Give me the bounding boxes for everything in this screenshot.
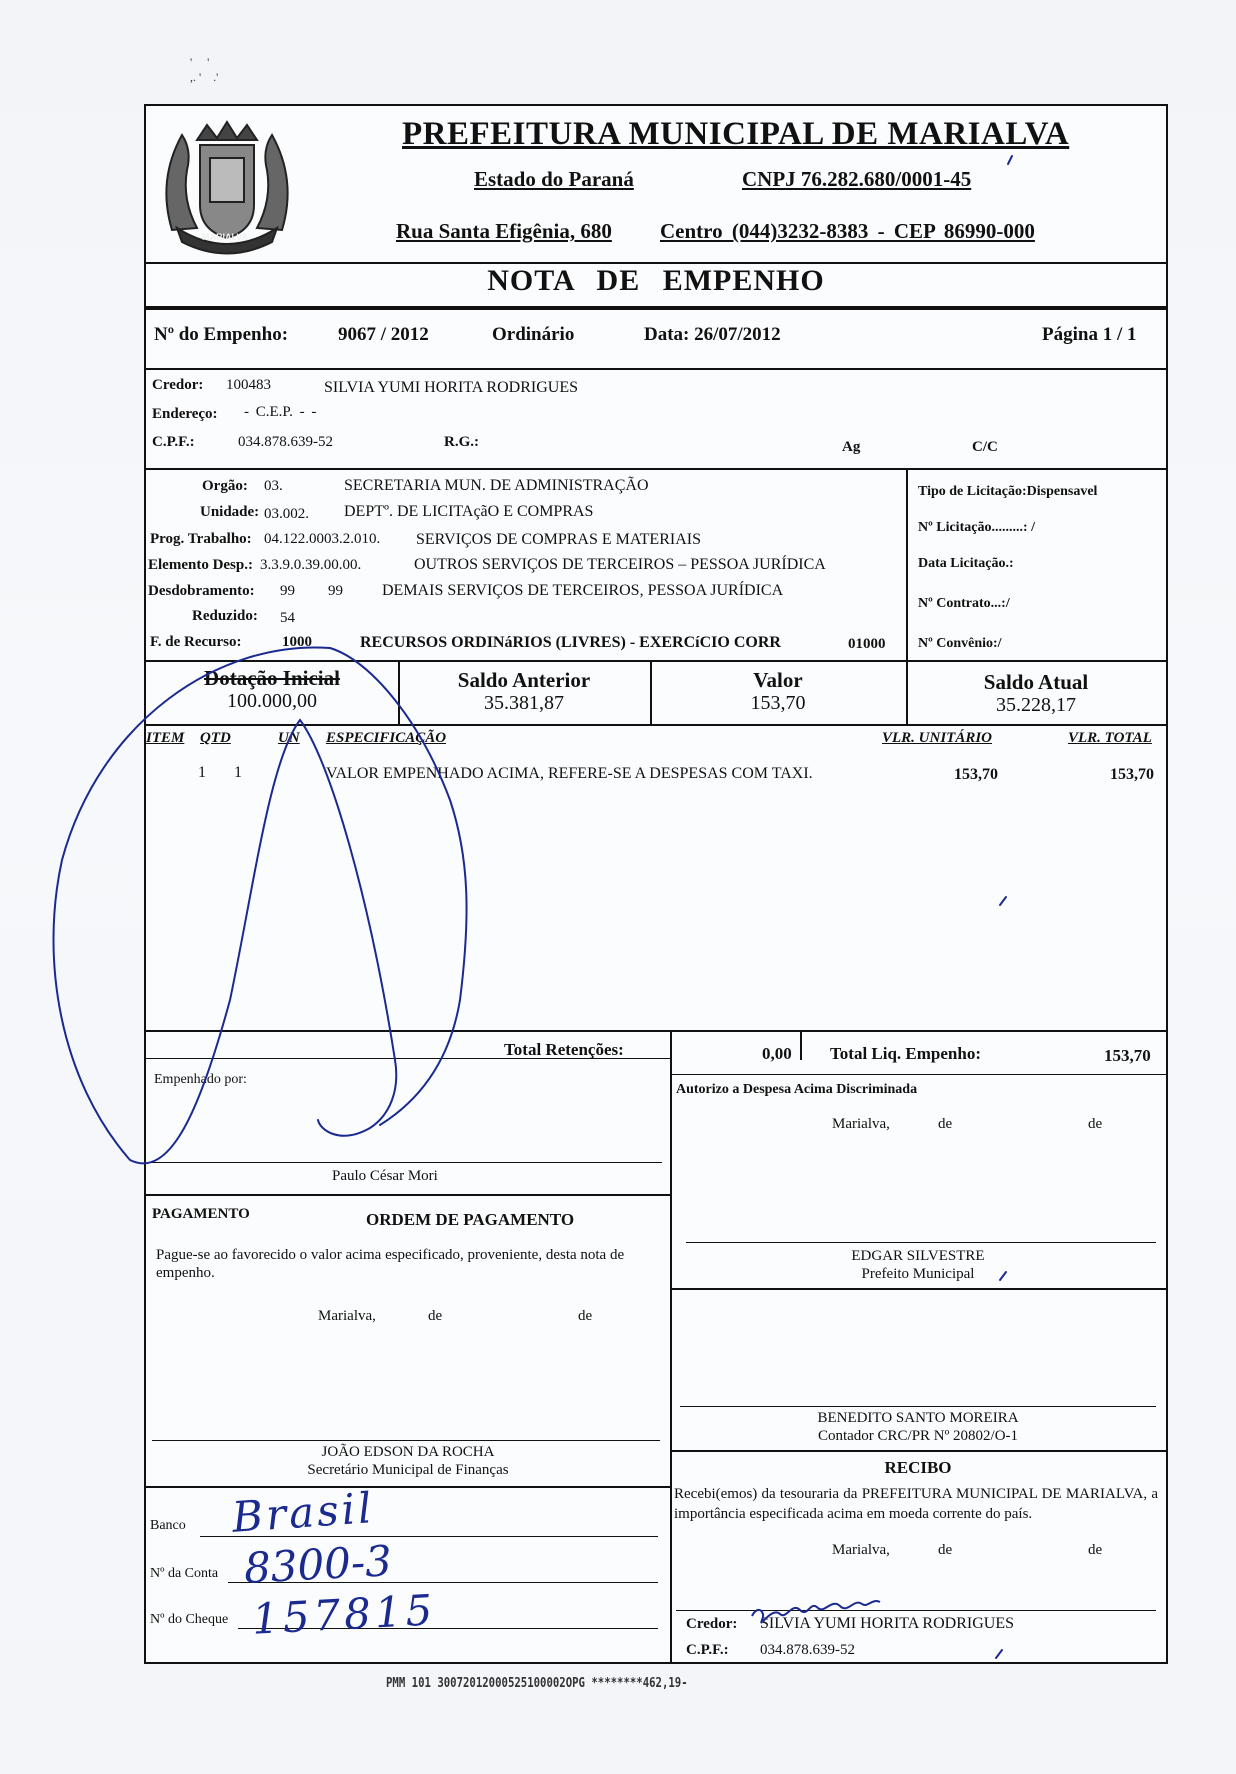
recurso-desc: RECURSOS ORDINáRIOS (LIVRES) - EXERCíCIO CORR xyxy=(360,634,781,651)
col-header-un: UN xyxy=(278,730,300,746)
empenhado-por-label: Empenhado por: xyxy=(154,1072,247,1087)
col-header-vlr-unitario: VLR. UNITÁRIO xyxy=(882,730,993,746)
contrato-numero: Nº Contrato...:/ xyxy=(918,596,1010,611)
header-address: Rua Santa Efigênia, 680 xyxy=(396,219,612,243)
scan-marks: ' ' ,. ' .' xyxy=(190,55,219,84)
dotacao-inicial-label: Dotação Inicial xyxy=(204,666,340,690)
contador-name: BENEDITO SANTO MOREIRA xyxy=(817,1410,1019,1426)
recurso-label: F. de Recurso: xyxy=(150,634,242,650)
elemento-desc: OUTROS SERVIÇOS DE TERCEIROS – PESSOA JURÍDICA xyxy=(414,556,826,573)
autorizo-label: Autorizo a Despesa Acima Discriminada xyxy=(676,1082,918,1097)
valor-value: 153,70 xyxy=(750,692,806,714)
recibo-cpf-value: 034.878.639-52 xyxy=(760,1642,855,1658)
banco-handwritten-value: Brasil xyxy=(230,1483,376,1542)
pagamento-city: Marialva, xyxy=(318,1308,376,1324)
col-header-especificacao: ESPECIFICAÇÃO xyxy=(326,730,447,746)
elemento-label: Elemento Desp.: xyxy=(148,557,253,573)
recibo-city: Marialva, xyxy=(832,1542,890,1558)
saldo-anterior-label: Saldo Anterior xyxy=(457,668,591,692)
item-qtd: 1 xyxy=(234,764,242,781)
prefeito-name: EDGAR SILVESTRE xyxy=(851,1248,985,1264)
unidade-desc: DEPTº. DE LICITAçãO E COMPRAS xyxy=(344,503,594,520)
document-title: NOTA DE EMPENHO xyxy=(487,264,825,297)
total-liquido-value: 153,70 xyxy=(1104,1046,1151,1065)
rg-label: R.G.: xyxy=(444,434,479,450)
contador-role: Contador CRC/PR Nº 20802/O-1 xyxy=(817,1428,1019,1444)
credor-code: 100483 xyxy=(226,377,271,393)
licitacao-tipo: Tipo de Licitação:Dispensavel xyxy=(918,484,1098,499)
endereco-label: Endereço: xyxy=(152,406,218,422)
dotacao-inicial-value: 100.000,00 xyxy=(227,690,317,712)
convenio-numero: Nº Convênio:/ xyxy=(918,636,1002,651)
recibo-credor-name: SILVIA YUMI HORITA RODRIGUES xyxy=(760,1615,1014,1632)
recibo-text: Recebi(emos) da tesouraria da PREFEITURA MUNICIPAL DE MARIALVA, a importância especificada acima em moeda corrente do país. xyxy=(674,1486,1158,1522)
recurso-code-2: 01000 xyxy=(848,636,886,652)
pagamento-de-1: de xyxy=(428,1308,443,1324)
desdobramento-code-2: 99 xyxy=(328,583,343,599)
col-header-item: ITEM xyxy=(146,730,185,746)
autorizo-de-2: de xyxy=(1088,1116,1103,1132)
valor-label: Valor xyxy=(753,668,803,692)
item-description: VALOR EMPENHADO ACIMA, REFERE-SE A DESPESAS COM TAXI. xyxy=(326,765,813,782)
empenho-number: 9067 / 2012 xyxy=(338,324,429,345)
empenho-type: Ordinário xyxy=(492,324,575,345)
col-header-qtd: QTD xyxy=(200,730,231,746)
orgao-desc: SECRETARIA MUN. DE ADMINISTRAÇÃO xyxy=(344,477,649,494)
recurso-code: 1000 xyxy=(282,634,312,650)
saldo-atual-value: 35.228,17 xyxy=(996,694,1076,716)
prog-label: Prog. Trabalho: xyxy=(150,531,252,547)
page-number: Página 1 / 1 xyxy=(1042,324,1137,345)
conta-label: Nº da Conta xyxy=(150,1566,219,1581)
header-cnpj: CNPJ 76.282.680/0001-45 xyxy=(742,167,972,191)
prog-desc: SERVIÇOS DE COMPRAS E MATERIAIS xyxy=(416,531,701,548)
city-seal xyxy=(152,110,302,260)
ag-label: Ag xyxy=(842,439,861,455)
empenho-date: Data: 26/07/2012 xyxy=(644,324,781,345)
seal-ribbon-text: MARIALVA xyxy=(202,232,249,242)
pagamento-de-2: de xyxy=(578,1308,593,1324)
recibo-de-1: de xyxy=(938,1542,953,1558)
footer-code: PMM 101 30072012000525100002OPG ********462,19- xyxy=(386,1676,688,1691)
desdobramento-label: Desdobramento: xyxy=(148,583,255,599)
nota-de-empenho-form xyxy=(144,104,1168,1664)
endereco-value: - C.E.P. - - xyxy=(244,404,317,420)
reduzido-label: Reduzido: xyxy=(192,608,258,624)
ordem-pagamento-title: ORDEM DE PAGAMENTO xyxy=(366,1210,575,1229)
cheque-handwritten-value: 157815 xyxy=(250,1585,438,1644)
banco-label: Banco xyxy=(150,1518,186,1533)
elemento-code: 3.3.9.0.39.00.00. xyxy=(260,557,362,573)
recibo-cpf-label: C.P.F.: xyxy=(686,1642,729,1658)
licitacao-numero: Nº Licitação.........: / xyxy=(918,520,1035,535)
empenho-label: Nº do Empenho: xyxy=(154,324,289,345)
empenhado-signer: Paulo César Mori xyxy=(332,1168,438,1184)
recibo-title: RECIBO xyxy=(884,1458,952,1477)
saldo-anterior-value: 35.381,87 xyxy=(484,692,564,714)
recibo-credor-label: Credor: xyxy=(686,1616,738,1632)
desdobramento-code-1: 99 xyxy=(280,583,295,599)
secretario-name: JOÃO EDSON DA ROCHA xyxy=(321,1444,495,1460)
total-liquido-label: Total Liq. Empenho: xyxy=(830,1044,981,1063)
item-unit-value: 153,70 xyxy=(954,766,998,783)
cc-label: C/C xyxy=(972,439,998,455)
recibo-de-2: de xyxy=(1088,1542,1103,1558)
autorizo-city: Marialva, xyxy=(832,1116,890,1132)
conta-handwritten-value: 8300-3 xyxy=(242,1536,393,1593)
pagamento-text: Pague-se ao favorecido o valor acima especificado, proveniente, desta nota de empenho. xyxy=(156,1247,625,1281)
pagamento-label: PAGAMENTO xyxy=(152,1206,250,1222)
unidade-code: 03.002. xyxy=(264,506,309,522)
header-district-phone: Centro (044)3232-8383 - CEP 86990-000 xyxy=(660,219,1035,243)
credor-name: SILVIA YUMI HORITA RODRIGUES xyxy=(324,379,578,396)
reduzido-value: 54 xyxy=(280,610,295,626)
total-retencoes-value: 0,00 xyxy=(762,1044,792,1063)
secretario-role: Secretário Municipal de Finanças xyxy=(307,1462,509,1478)
item-number: 1 xyxy=(198,764,206,781)
licitacao-data: Data Licitação.: xyxy=(918,556,1014,571)
cheque-label: Nº do Cheque xyxy=(150,1612,229,1627)
prog-code: 04.122.0003.2.010. xyxy=(264,531,381,547)
saldo-atual-label: Saldo Atual xyxy=(983,670,1089,694)
orgao-code: 03. xyxy=(264,478,283,494)
orgao-label: Orgão: xyxy=(202,478,248,494)
prefeito-role: Prefeito Municipal xyxy=(861,1266,975,1282)
item-total-value: 153,70 xyxy=(1110,766,1154,783)
col-header-vlr-total: VLR. TOTAL xyxy=(1068,730,1152,746)
total-retencoes-label: Total Retenções: xyxy=(504,1040,624,1059)
cpf-label: C.P.F.: xyxy=(152,434,195,450)
autorizo-de-1: de xyxy=(938,1116,953,1132)
credor-label: Credor: xyxy=(152,377,204,393)
desdobramento-desc: DEMAIS SERVIÇOS DE TERCEIROS, PESSOA JURÍDICA xyxy=(382,582,784,599)
header-state: Estado do Paraná xyxy=(474,167,634,191)
cpf-value: 034.878.639-52 xyxy=(238,434,333,450)
header-title: PREFEITURA MUNICIPAL DE MARIALVA xyxy=(402,116,1070,152)
unidade-label: Unidade: xyxy=(200,504,260,520)
